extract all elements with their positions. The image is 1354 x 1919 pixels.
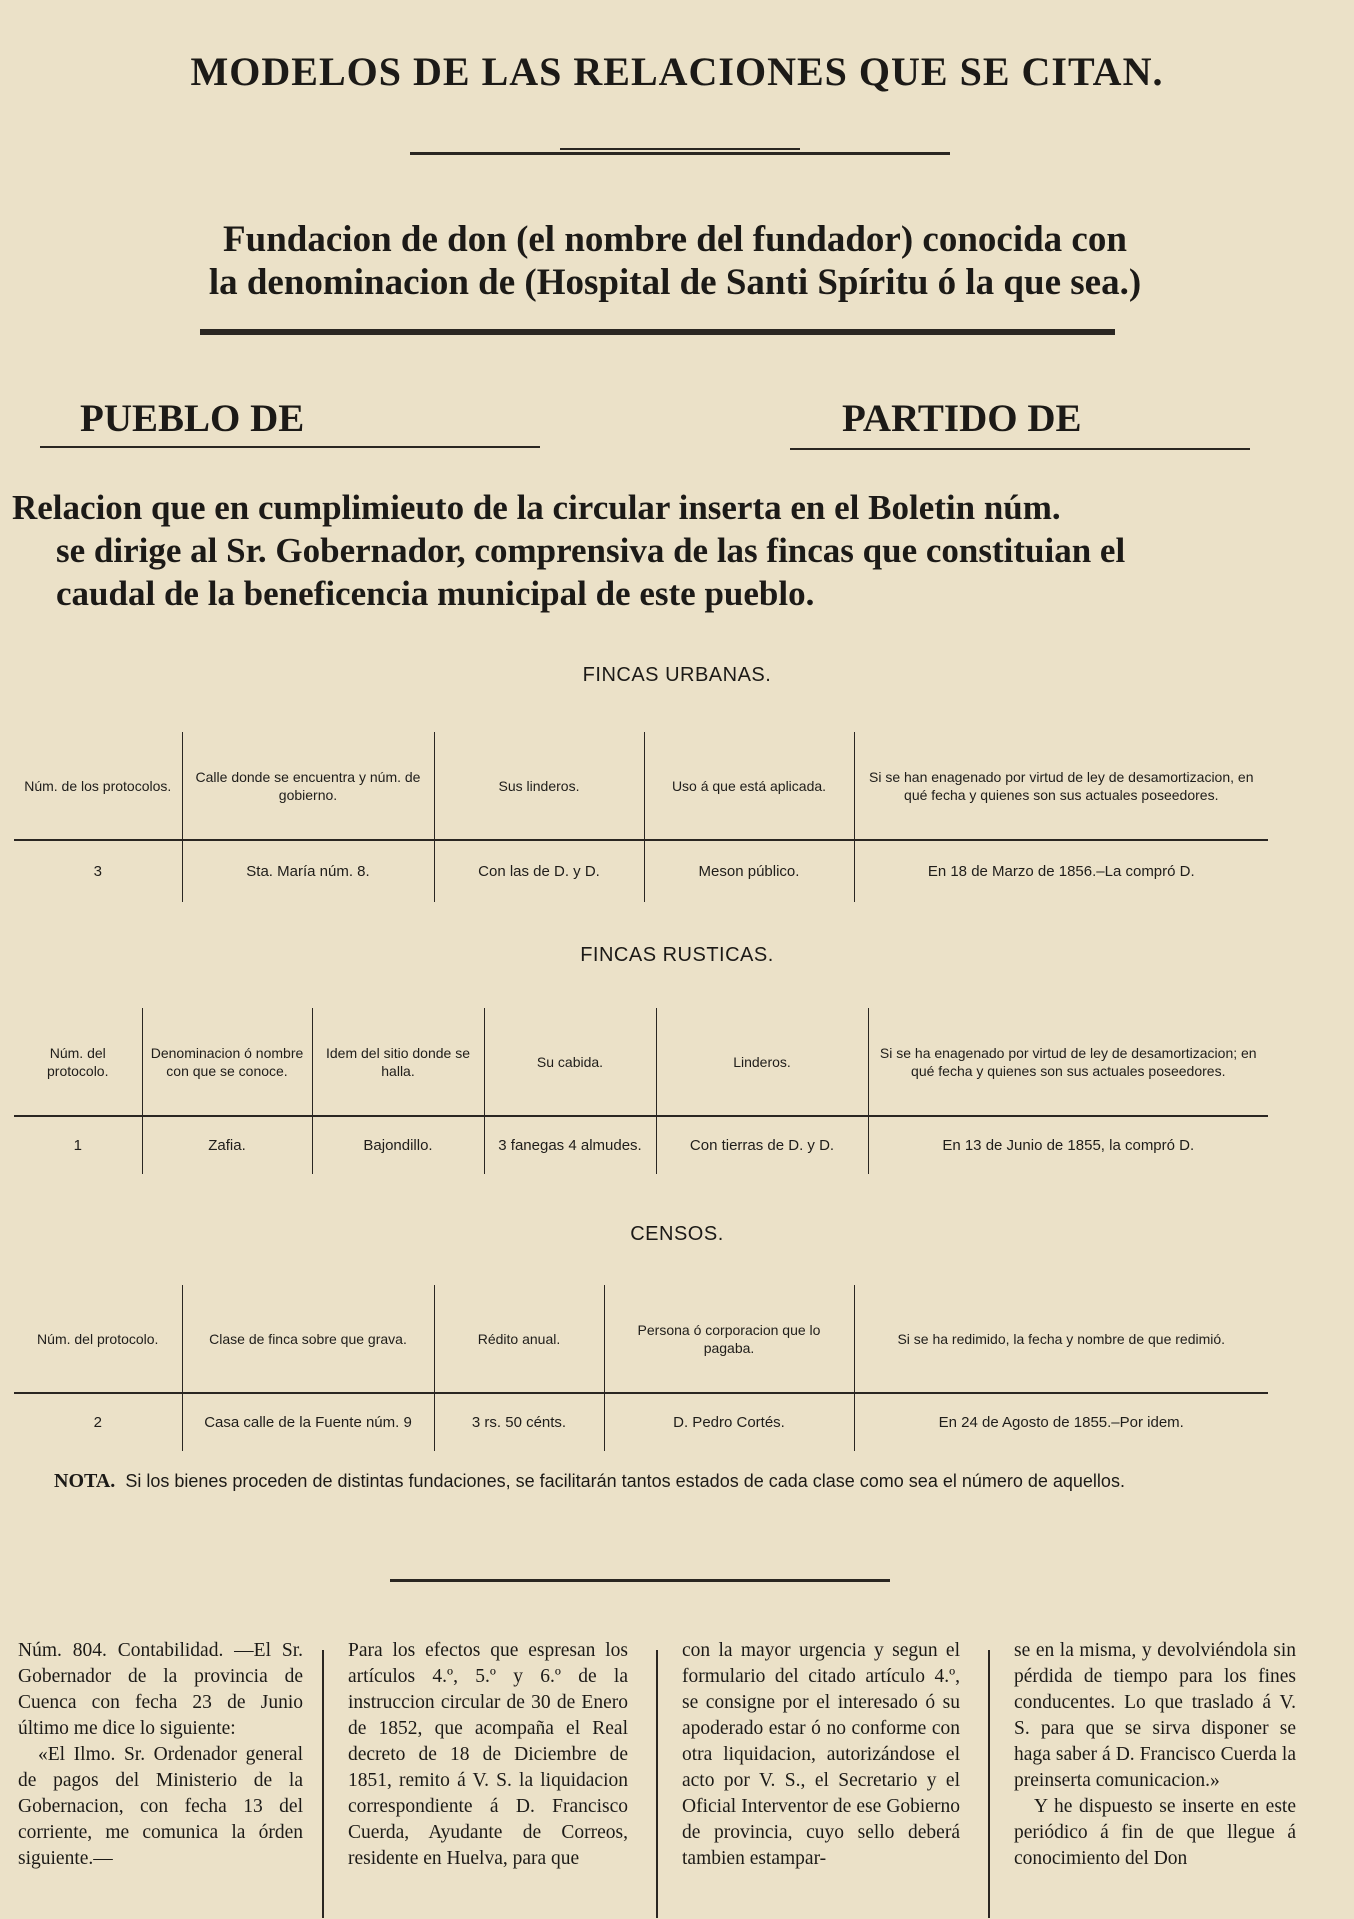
rusticas-header-name: Denominacion ó nombre con que se conoce. [142,1008,312,1116]
table-row [14,840,1268,902]
censos-cell-redeemed: En 24 de Agosto de 1855.–Por idem. [854,1393,1268,1451]
table-header-row [14,732,1268,840]
censos-header-payer: Persona ó corporacion que lo pagaba. [604,1285,854,1393]
column-4-paragraph-1: se en la misma, y devolviéndola sin pérdida de tiempo para los fines conducentes. Lo que traslado á V. S. para que se sirva disponer se haga saber á D. Francisco Cuerda la preinserta comunicacion.» [1014,1640,1296,1791]
columns-rule [390,1579,890,1582]
rusticas-title: FINCAS RUSTICAS. [580,944,774,966]
column-divider [988,1650,990,1918]
relacion-line-2: se dirige al Sr. Gobernador, comprensiva de las fincas que constituian el [56,531,1126,570]
censos-header-protocol: Núm. del protocolo. [14,1285,182,1393]
title-rule-accent [560,148,800,150]
censos-cell-class: Casa calle de la Fuente núm. 9 [182,1393,434,1451]
partido-label: PARTIDO DE [842,397,1082,440]
body-column-2 [348,1638,628,1872]
pueblo-label: PUEBLO DE [80,397,305,440]
body-column-3 [682,1638,960,1872]
relacion-line-1: Relacion que en cumplimieuto de la circular inserta en el Boletin núm. [12,488,1061,527]
body-column-4 [1014,1638,1296,1872]
rusticas-table [14,1008,1268,1174]
table-row [14,1393,1268,1451]
table-header-row [14,1285,1268,1393]
censos-table [14,1285,1268,1451]
urbanas-table [14,732,1268,902]
rusticas-header-linderos: Linderos. [656,1008,868,1116]
urbanas-cell-protocol: 3 [93,862,102,880]
censos-cell-protocol: 2 [93,1413,102,1431]
rusticas-cell-size: 3 fanegas 4 almudes. [484,1116,656,1174]
urbanas-cell-sale: En 18 de Marzo de 1856.–La compró D. [854,840,1268,902]
urbanas-header-sale: Si se han enagenado por virtud de ley de desamortizacion, en qué fecha y quienes son sus actuales poseedores. [854,732,1268,840]
page-title: MODELOS DE LAS RELACIONES QUE SE CITAN. [190,49,1164,94]
urbanas-cell-street: Sta. María núm. 8. [182,840,434,902]
urbanas-header-linderos: Sus linderos. [434,732,644,840]
body-column-1 [18,1638,303,1872]
rusticas-header-sale: Si se ha enagenado por virtud de ley de desamortizacion; en qué fecha y quienes son sus actuales poseedores. [868,1008,1268,1116]
relacion-line-3: caudal de la beneficencia municipal de este pueblo. [56,574,815,613]
table-row [14,1116,1268,1174]
pueblo-rule [40,446,540,448]
table-header-row [14,1008,1268,1116]
column-1-paragraph-2: «El Ilmo. Sr. Ordenador general de pagos del Ministerio de la Gobernacion, con fecha 13 del corriente, me comunica la órden siguiente.— [18,1744,303,1869]
censos-title: CENSOS. [630,1223,724,1245]
rusticas-header-size: Su cabida. [484,1008,656,1116]
nota-text: Si los bienes proceden de distintas fundaciones, se facilitarán tantos estados de cada clase como sea el número de aquellos. [125,1471,1125,1491]
rusticas-cell-sale: En 13 de Junio de 1855, la compró D. [868,1116,1268,1174]
urbanas-header-protocol: Núm. de los protocolos. [14,732,182,840]
partido-rule [790,448,1250,450]
rusticas-cell-name: Zafia. [142,1116,312,1174]
foundation-rule [200,329,1115,335]
censos-header-redito: Rédito anual. [434,1285,604,1393]
urbanas-cell-use: Meson público. [644,840,854,902]
nota [54,1470,1344,1493]
censos-cell-payer: D. Pedro Cortés. [604,1393,854,1451]
urbanas-title: FINCAS URBANAS. [582,664,772,686]
foundation-line-2: la denominacion de (Hospital de Santi Spíritu ó la que sea.) [208,262,1142,303]
urbanas-header-street: Calle donde se encuentra y núm. de gobierno. [182,732,434,840]
rusticas-header-protocol: Núm. del protocolo. [14,1008,142,1116]
nota-label: NOTA. [54,1470,116,1492]
column-1-paragraph-1: Núm. 804. Contabilidad. —El Sr. Gobernador de la provincia de Cuenca con fecha 23 de Junio último me dice lo siguiente: [18,1640,303,1739]
column-4-paragraph-2: Y he dispuesto se inserte en este periódico á fin de que llegue á conocimiento del Don [1014,1796,1296,1869]
rusticas-cell-linderos: Con tierras de D. y D. [656,1116,868,1174]
rusticas-cell-site: Bajondillo. [312,1116,484,1174]
censos-cell-redito: 3 rs. 50 cénts. [434,1393,604,1451]
foundation-line-1: Fundacion de don (el nombre del fundador) conocida con [223,219,1127,260]
relacion-heading [12,486,1342,615]
column-2-paragraph-1: Para los efectos que espresan los artículos 4.º, 5.º y 6.º de la instruccion circular de 30 de Enero de 1852, que acompaña el Real decreto de 18 de Diciembre de 1851, remito á V. S. la liquidacion correspondiente á D. Francisco Cuerda, Ayudante de Correos, residente en Huelva, para que [348,1640,628,1869]
rusticas-cell-protocol: 1 [73,1136,82,1154]
censos-header-class: Clase de finca sobre que grava. [182,1285,434,1393]
urbanas-header-use: Uso á que está aplicada. [644,732,854,840]
foundation-heading [100,218,1250,304]
column-divider [322,1650,324,1918]
censos-header-redeemed: Si se ha redimido, la fecha y nombre de que redimió. [854,1285,1268,1393]
urbanas-cell-linderos: Con las de D. y D. [434,840,644,902]
column-3-paragraph-1: con la mayor urgencia y segun el formulario del citado artículo 4.º, se consigne por el interesado ó su apoderado estar ó no conforme con otra liquidacion, autorizándose el acto por V. S., el Secretario y el Oficial Interventor de ese Gobierno de provincia, cuyo sello deberá tambien estampar- [682,1640,960,1869]
title-rule [410,152,950,155]
column-divider [656,1650,658,1918]
rusticas-header-site: Idem del sitio donde se halla. [312,1008,484,1116]
